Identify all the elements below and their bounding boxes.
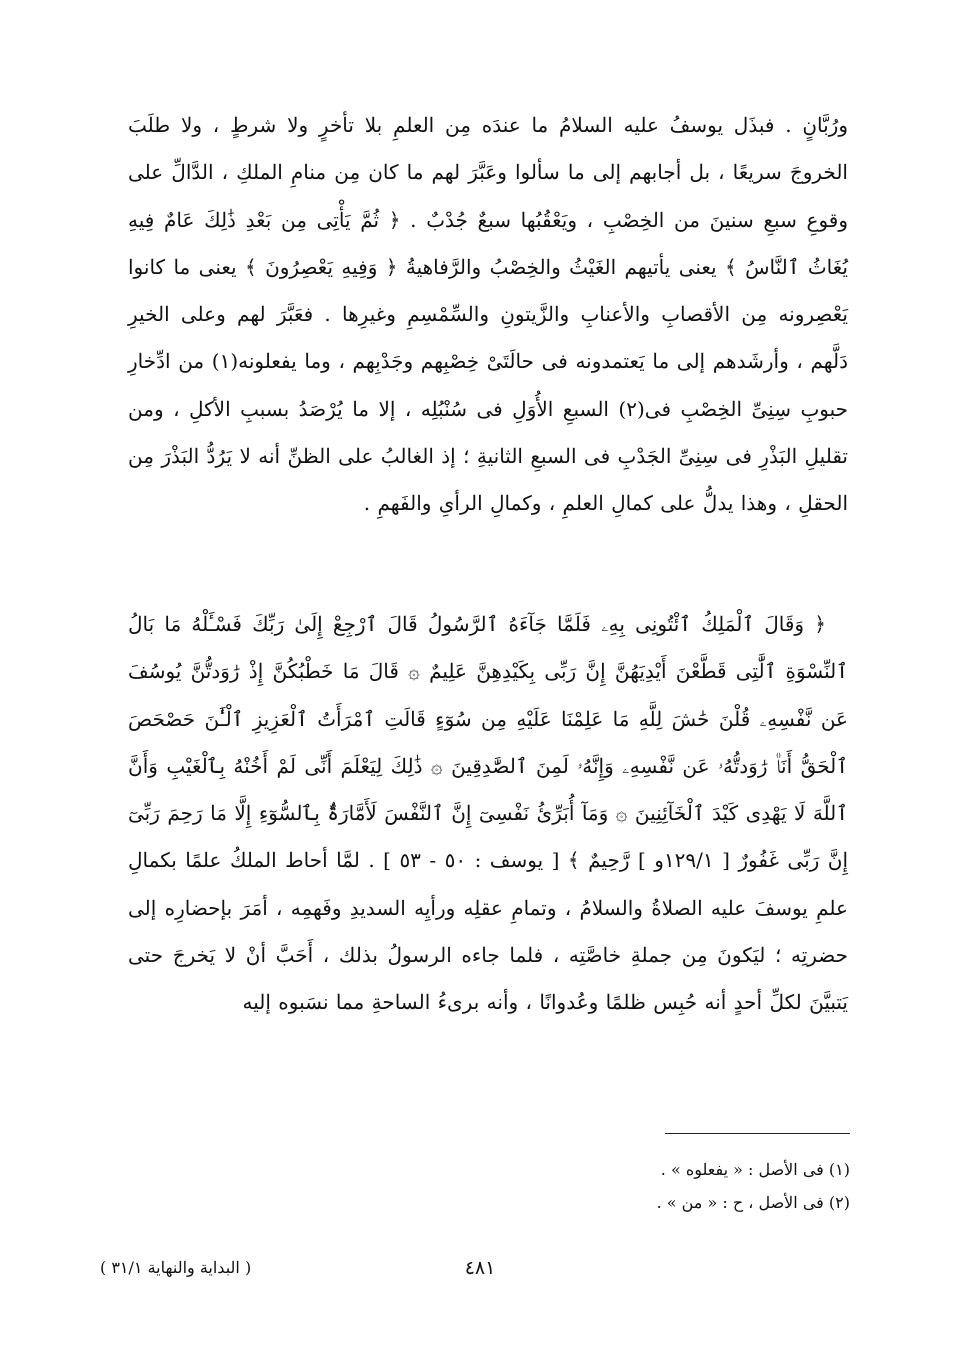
footnote-1: (١) فى الأصل : « يفعلوه » . xyxy=(660,1160,850,1179)
main-text-paragraph-1 xyxy=(128,102,848,528)
footnote-2: (٢) فى الأصل ، ح : « من » . xyxy=(656,1193,850,1212)
main-text-paragraph-2 xyxy=(128,601,848,1027)
footnote-separator xyxy=(665,1133,850,1134)
paragraph-content: ﴿ وَقَالَ ٱلْمَلِكُ ٱئْتُونِى بِهِۦ فَلَمَّا جَآءَهُ ٱلرَّسُولُ قَالَ ٱرْجِعْ إِلَىٰ رَبِّكَ فَسْـَٔلْهُ مَا بَالُ ٱلنِّسْوَةِ ٱلَّٰتِى قَطَّعْنَ أَيْدِيَهُنَّ إِنَّ رَبِّى بِكَيْدِهِنَّ عَلِيمٌ ۞ قَالَ مَا خَطْبُكُنَّ إِذْ رَٰوَدتُّنَّ يُوسُفَ عَن نَّفْسِهِۦ قُلْنَ حَٰشَ لِلَّهِ مَا عَلِمْنَا عَلَيْهِ مِن سُوٓءٍ قَالَتِ ٱمْرَأَتُ ٱلْعَزِيزِ ٱلْـَٰٔنَ حَصْحَصَ ٱلْحَقُّ أَنَا۠ رَٰوَدتُّهُۥ عَن نَّفْسِهِۦ وَإِنَّهُۥ لَمِنَ ٱلصَّٰدِقِينَ ۞ ذَٰلِكَ لِيَعْلَمَ أَنِّى لَمْ أَخُنْهُ بِٱلْغَيْبِ وَأَنَّ ٱللَّهَ لَا يَهْدِى كَيْدَ ٱلْخَآئِنِينَ ۞ وَمَآ أُبَرِّئُ نَفْسِىٓ إِنَّ ٱلنَّفْسَ لَأَمَّارَةٌۢ بِٱلسُّوٓءِ إِلَّا مَا رَحِمَ رَبِّىٓ إِنَّ رَبِّى غَفُورٌ [ ١٢٩/١و ] رَّحِيمٌ ﴾ [ يوسف : ٥٠ - ٥٣ ] . لمَّا أحاط الملكُ علمًا بكمالِ علمِ يوسفَ عليه الصلاةُ والسلامُ ، وتمامِ عقلِه ورأيِه السديدِ وفَهمِه ، أمَرَ بإحضارِه إلى حضرتِه ؛ ليَكونَ مِن جملةِ خاصَّتِه ، فلما جاءه الرسولُ بذلك ، أَحَبَّ أنْ لا يَخرجَ حتى يَتبيَّنَ لكلِّ أحدٍ أنه حُبِس ظلمًا وعُدوانًا ، وأنه برىءُ الساحةِ مما نسَبوه إليه xyxy=(128,612,849,1015)
paragraph-text xyxy=(128,601,848,1027)
page-number: ٤٨١ xyxy=(464,1257,496,1279)
source-reference: ( البداية والنهاية ٣١/١ ) xyxy=(100,1258,252,1277)
paragraph-text: ورُبَّانٍ . فبذَل يوسفُ عليه السلامُ ما عندَه مِن العلمِ بلا تأخرٍ ولا شرطٍ ، ولا طلَبَ الخروجَ سريعًا ، بل أجابهم إلى ما سألوا وعَبَّرَ لهم ما كان مِن منامِ الملكِ ، الدَّالِّ على وقوعِ سبعِ سنينَ من الخِصْبِ ، ويَعْقُبُها سبعٌ جُدْبٌ . ﴿ ثُمَّ يَأْتِى مِن بَعْدِ ذَٰلِكَ عَامٌ فِيهِ يُغَاثُ ٱلنَّاسُ ﴾ يعنى يأتيهم الغَيْثُ والخِصْبُ والرَّفاهيةُ ﴿ وَفِيهِ يَعْصِرُونَ ﴾ يعنى ما كانوا يَعْصِرونه مِن الأقصابِ والأعنابِ والزَّيتونِ والسِّمْسِمِ وغيرِها . فعَبَّرَ لهم وعلى الخيرِ دَلَّهم ، وأرشَدهم إلى ما يَعتمدونه فى حالَتَىْ خِصْبِهم وجَدْبِهم ، وما يفعلونه(١) من ادِّخارِ حبوبِ سِنِىِّ الخِصْبِ فى(٢) السبعِ الأُوَلِ فى سُنْبُلِه ، إلا ما يُرْصَدُ بسببِ الأكلِ ، ومن تقليلِ البَذْرِ فى سِنِىِّ الجَدْبِ فى السبعِ الثانيةِ ؛ إذ الغالبُ على الظنِّ أنه لا يَرُدُّ البَذْرَ مِن الحقلِ ، وهذا يدلُّ على كمالِ العلمِ ، وكمالِ الرأىِ والفَهمِ . xyxy=(128,113,849,516)
footnotes xyxy=(450,1153,850,1219)
